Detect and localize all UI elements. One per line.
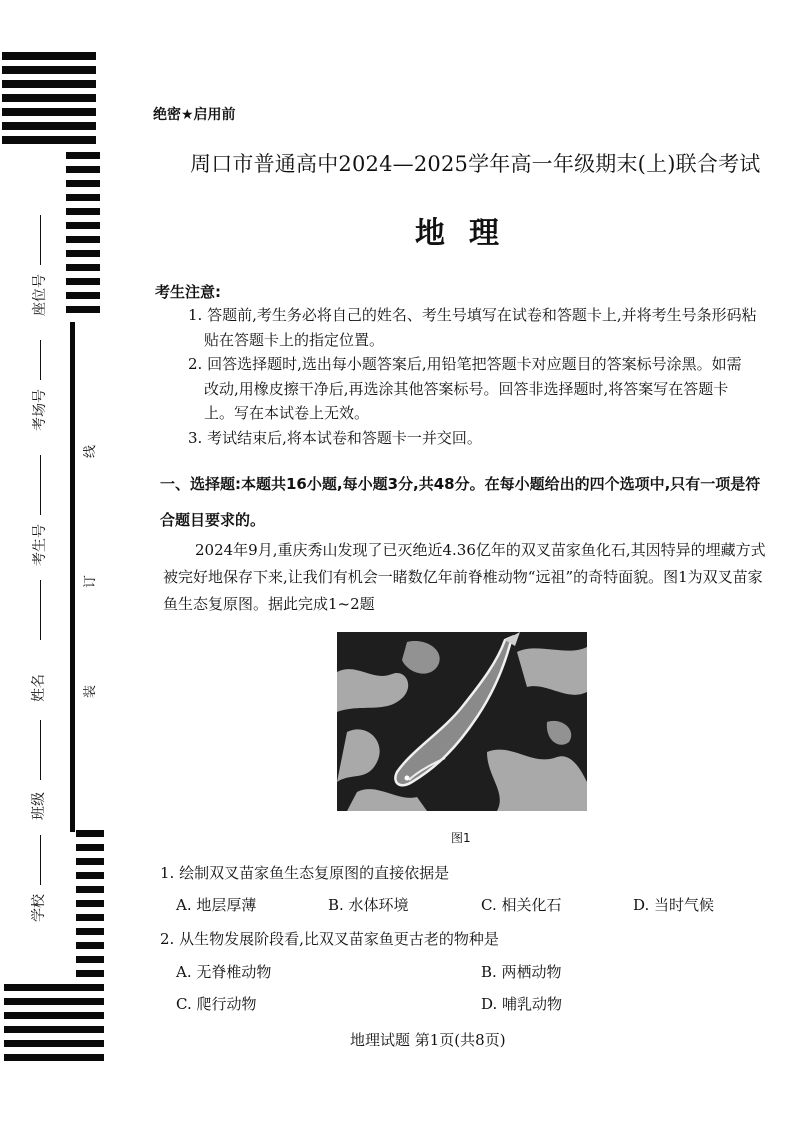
page-footer: 地理试题 第1页(共8页) xyxy=(350,1031,506,1049)
binding-margin-stripes xyxy=(0,0,110,1125)
figure-caption: 图1 xyxy=(451,831,471,845)
question-1-option-b[interactable]: B. 水体环境 xyxy=(328,896,409,914)
reading-passage: 2024年9月,重庆秀山发现了已灭绝近4.36亿年的双叉苗家鱼化石,其因特异的埋藏方式被完好地保存下来,让我们有机会一睹数亿年前脊椎动物“远祖”的奇特面貌。图1为双叉苗家鱼生态复原图。据此完成1~2题 xyxy=(163,541,766,613)
binding-line-char: 线 xyxy=(83,444,99,459)
binding-bind-char: 装 xyxy=(83,684,99,699)
notice-item-1: 1. 答题前,考生务必将自己的姓名、考生号填写在试卷和答题卡上,并将考生号条形码粘 xyxy=(188,306,757,324)
candidate-number-label: 考生号 xyxy=(32,524,48,566)
fish-reconstruction-figure xyxy=(337,632,587,811)
question-2-option-b[interactable]: B. 两栖动物 xyxy=(481,963,562,981)
exam-title: 周口市普通高中2024—2025学年高一年级期末(上)联合考试 xyxy=(190,152,761,176)
notice-heading: 考生注意: xyxy=(155,283,221,301)
school-label: 学校 xyxy=(31,894,47,922)
notice-item-2: 2. 回答选择题时,选出每小题答案后,用铅笔把答题卡对应题目的答案标号涂黑。如需 xyxy=(188,355,742,373)
class-line[interactable] xyxy=(40,720,41,780)
question-1-option-c[interactable]: C. 相关化石 xyxy=(481,896,562,914)
question-2-stem: 2. 从生物发展阶段看,比双叉苗家鱼更古老的物种是 xyxy=(160,930,499,948)
subject-title: 地理 xyxy=(415,216,523,251)
exam-room-line[interactable] xyxy=(40,340,41,380)
seat-number-label: 座位号 xyxy=(32,274,48,316)
question-2-option-a[interactable]: A. 无脊椎动物 xyxy=(176,963,272,981)
name-line[interactable] xyxy=(40,580,41,640)
exam-room-label: 考场号 xyxy=(32,389,48,431)
candidate-number-line[interactable] xyxy=(40,455,41,515)
notice-item-2-cont: 改动,用橡皮擦干净后,再选涂其他答案标号。回答非选择题时,将答案写在答题卡 xyxy=(204,379,729,398)
seat-number-line[interactable] xyxy=(40,215,41,265)
question-1-option-a[interactable]: A. 地层厚薄 xyxy=(176,896,257,914)
notice-item-3: 3. 考试结束后,将本试卷和答题卡一并交回。 xyxy=(188,428,482,447)
notice-item-1-cont: 贴在答题卡上的指定位置。 xyxy=(204,330,385,349)
confidential-tag: 绝密★启用前 xyxy=(153,107,236,123)
question-1-stem: 1. 绘制双叉苗家鱼生态复原图的直接依据是 xyxy=(160,864,450,882)
notice-list xyxy=(188,303,773,450)
school-line[interactable] xyxy=(40,835,41,885)
question-2-option-c[interactable]: C. 爬行动物 xyxy=(176,995,257,1013)
binding-order-char: 订 xyxy=(83,574,99,589)
question-2-option-d[interactable]: D. 哺乳动物 xyxy=(481,995,563,1013)
class-label: 班级 xyxy=(31,792,47,820)
question-1-option-d[interactable]: D. 当时气候 xyxy=(633,896,715,914)
notice-item-2-cont2: 上。写在本试卷上无效。 xyxy=(204,404,370,422)
name-label: 姓名 xyxy=(31,674,47,702)
section-heading: 一、选择题:本题共16小题,每小题3分,共48分。在每小题给出的四个选项中,只有一项是符合题目要求的。 xyxy=(160,475,761,529)
